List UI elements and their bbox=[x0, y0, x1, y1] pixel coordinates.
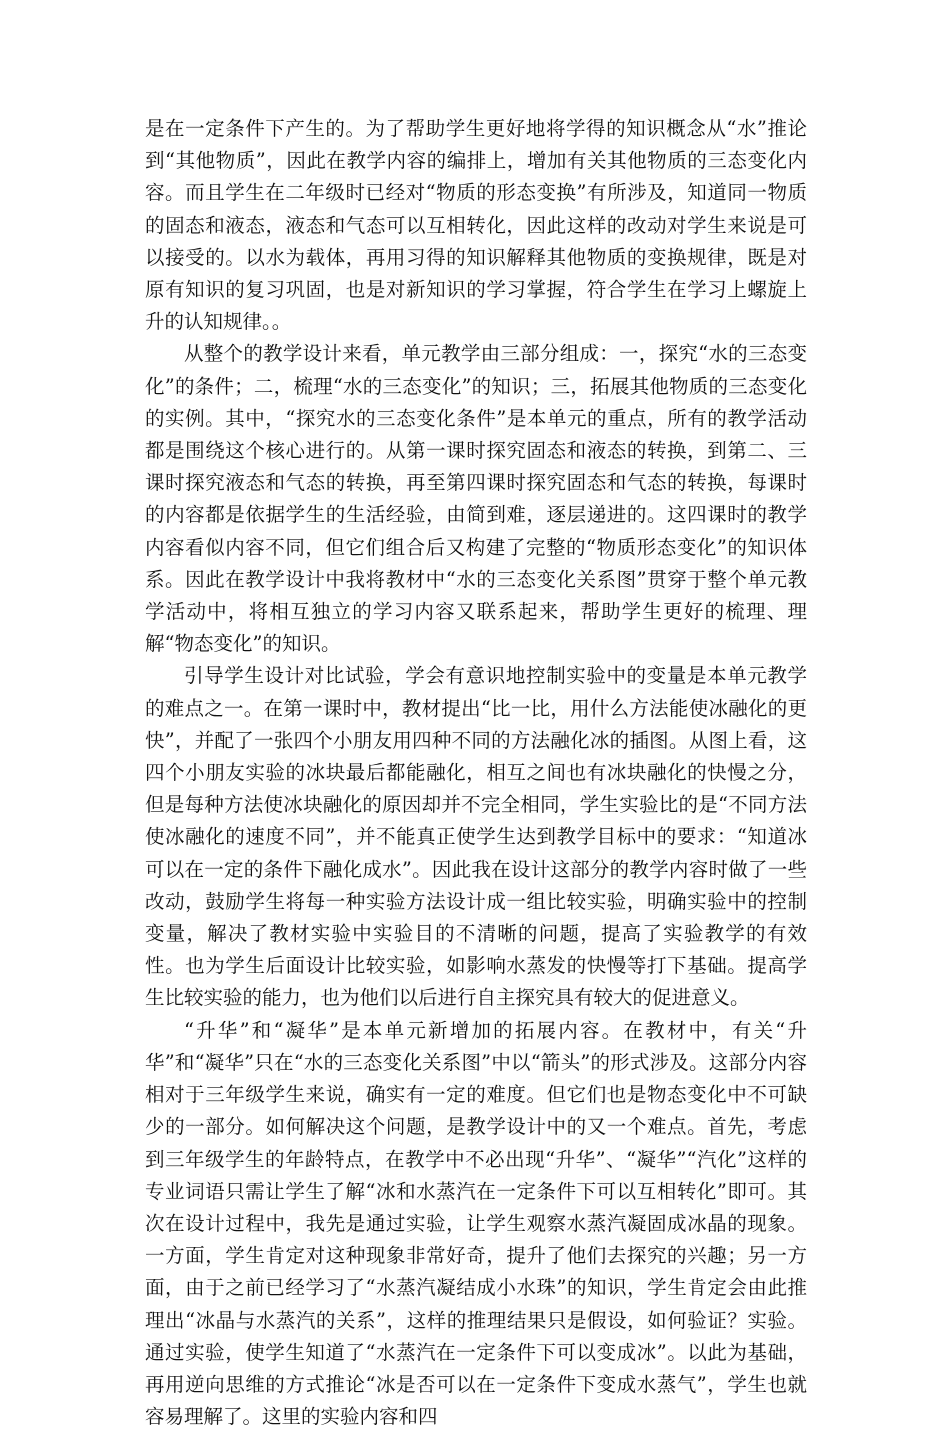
paragraph-3: 引导学生设计对比试验，学会有意识地控制实验中的变量是本单元教学的难点之一。在第一课时中，教材提出“比一比，用什么方法能使冰融化的更快”，并配了一张四个小朋友用四种不同的方法融化冰的插图。从图上看，这四个小朋友实验的冰块最后都能融化，相互之间也有冰块融化的快慢之分，但是每种方法使冰块融化的原因却并不完全相同，学生实验比的是“不同方法使冰融化的速度不同”，并不能真正使学生达到教学目标中的要求：“知道冰可以在一定的条件下融化成水”。因此我在设计这部分的教学内容时做了一些改动，鼓励学生将每一种实验方法设计成一组比较实验，明确实验中的控制变量，解决了教材实验中实验目的不清晰的问题，提高了实验教学的有效性。也为学生后面设计比较实验，如影响水蒸发的快慢等打下基础。提高学生比较实验的能力，也为他们以后进行自主探究具有较大的促进意义。 bbox=[145, 664, 807, 1010]
paragraph-1: 是在一定条件下产生的。为了帮助学生更好地将学得的知识概念从“水”推论到“其他物质”，因此在教学内容的编排上，增加有关其他物质的三态变化内容。而且学生在二年级时已经对“物质的形态变换”有所涉及，知道同一物质的固态和液态，液态和气态可以互相转化，因此这样的改动对学生来说是可以接受的。以水为载体，再用习得的知识解释其他物质的变换规律，既是对原有知识的复习巩固，也是对新知识的学习掌握，符合学生在学习上螺旋上升的认知规律。。 bbox=[145, 117, 807, 334]
paragraph-2: 从整个的教学设计来看，单元教学由三部分组成：一，探究“水的三态变化”的条件；二，梳理“水的三态变化”的知识；三，拓展其他物质的三态变化的实例。其中，“探究水的三态变化条件”是本单元的重点，所有的教学活动都是围绕这个核心进行的。从第一课时探究固态和液态的转换，到第二、三课时探究液态和气态的转换，再至第四课时探究固态和气态的转换，每课时的内容都是依据学生的生活经验，由简到难，逐层递进的。这四课时的教学内容看似内容不同，但它们组合后又构建了完整的“物质形态变化”的知识体系。因此在教学设计中我将教材中“水的三态变化关系图”贯穿于整个单元教学活动中，将相互独立的学习内容又联系起来，帮助学生更好的梳理、理解“物态变化”的知识。 bbox=[145, 342, 807, 656]
paragraph-4: “升华”和“凝华”是本单元新增加的拓展内容。在教材中，有关“升华”和“凝华”只在“水的三态变化关系图”中以“箭头”的形式涉及。这部分内容相对于三年级学生来说，确实有一定的难度。但它们也是物态变化中不可缺少的一部分。如何解决这个问题，是教学设计中的又一个难点。首先，考虑到三年级学生的年龄特点，在教学中不必出现“升华”、“凝华”“汽化”这样的专业词语只需让学生了解“冰和水蒸汽在一定条件下可以互相转化”即可。其次在设计过程中，我先是通过实验，让学生观察水蒸汽凝固成冰晶的现象。一方面，学生肯定对这种现象非常好奇，提升了他们去探究的兴趣；另一方面，由于之前已经学习了“水蒸汽凝结成小水珠”的知识，学生肯定会由此推理出“冰晶与水蒸汽的关系”，这样的推理结果只是假设，如何验证？实验。通过实验，使学生知道了“水蒸汽在一定条件下可以变成冰”。以此为基础，再用逆向思维的方式推论“冰是否可以在一定条件下变成水蒸气”，学生也就容易理解了。这里的实验内容和四 bbox=[145, 1018, 807, 1429]
document-page bbox=[145, 113, 807, 1433]
